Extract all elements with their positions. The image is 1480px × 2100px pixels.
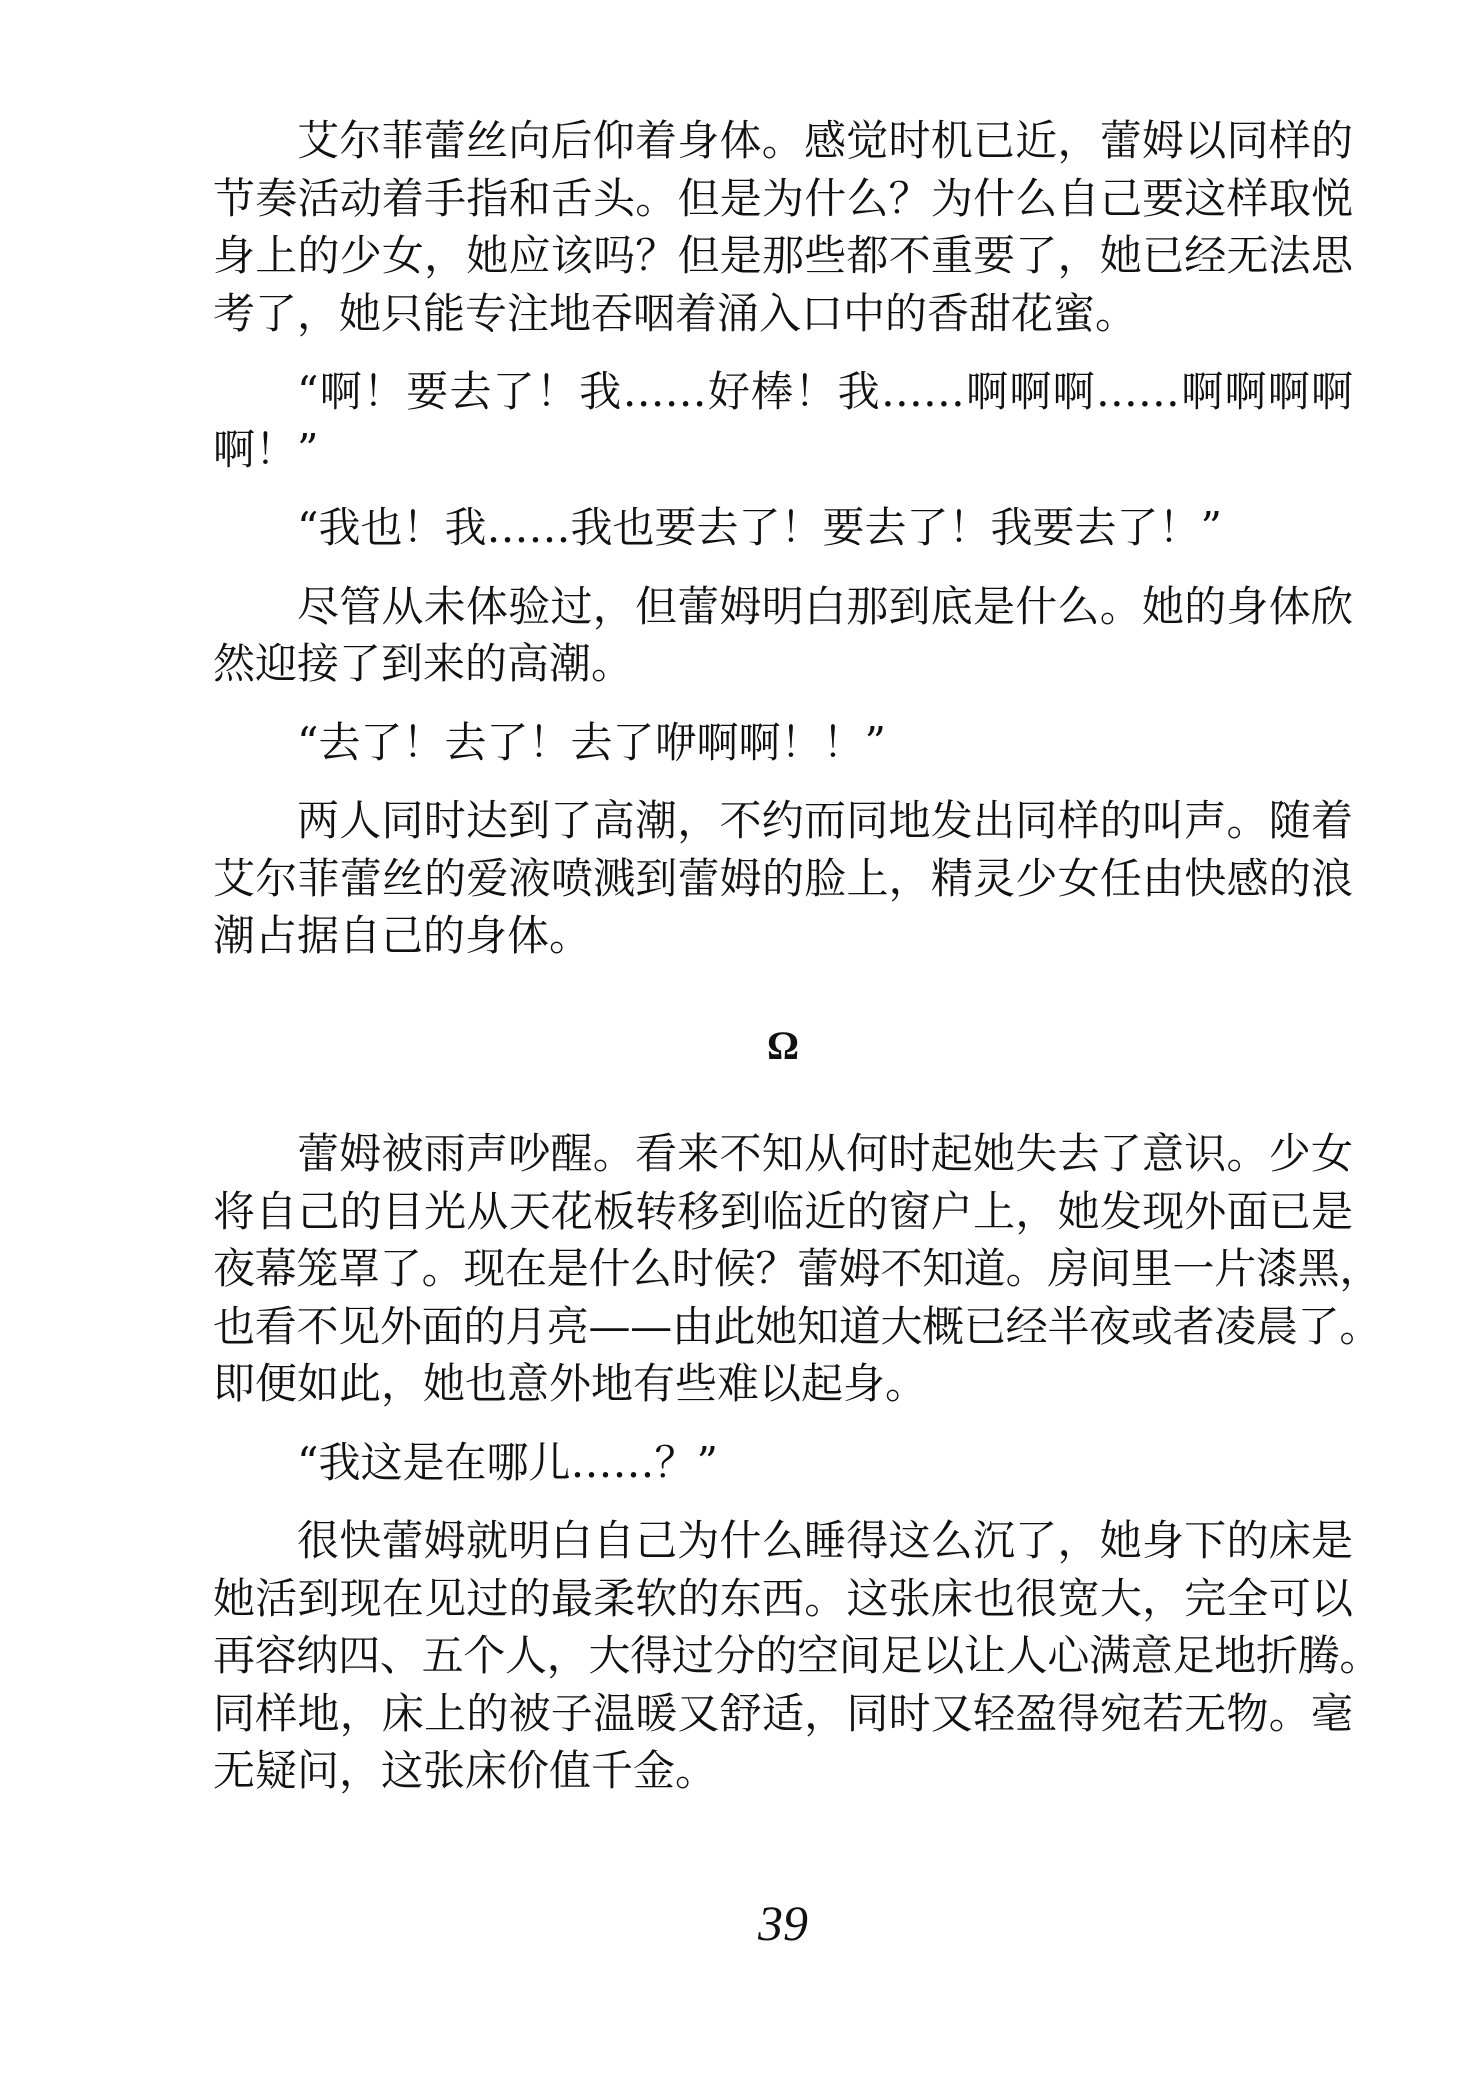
text-line: 潮占据自己的身体。: [213, 911, 592, 960]
text-line: “去了！去了！去了咿啊啊！！”: [297, 717, 886, 767]
text-line: 艾尔菲蕾丝的爱液喷溅到蕾姆的脸上，精灵少女任由快感的浪: [213, 853, 1353, 903]
dialogue-paragraph: [213, 499, 1353, 557]
paragraph: [213, 1125, 1381, 1413]
text-line: “我也！我……我也要去了！要去了！我要去了！”: [297, 503, 1222, 552]
paragraph: [213, 1512, 1381, 1800]
text-line: 尽管从未体验过，但蕾姆明白那到底是什么。她的身体欣: [297, 581, 1353, 631]
text-line: 夜幕笼罩了。现在是什么时候？蕾姆不知道。房间里一片漆黑，: [213, 1244, 1381, 1293]
paragraph: [213, 792, 1353, 965]
text-line: 然迎接了到来的高潮。: [213, 639, 634, 688]
text-line: “啊！要去了！我……好棒！我……啊啊啊……啊啊啊啊: [297, 367, 1353, 416]
section-separator: Ω: [766, 1022, 800, 1068]
text-line: 艾尔菲蕾丝向后仰着身体。感觉时机已近，蕾姆以同样的: [297, 116, 1353, 165]
text-line: 即便如此，她也意外地有些难以起身。: [213, 1359, 928, 1408]
text-line: 节奏活动着手指和舌头。但是为什么？为什么自己要这样取悦: [213, 173, 1353, 223]
text-line: 她活到现在见过的最柔软的东西。这张床也很宽大，完全可以: [213, 1573, 1353, 1623]
text-line: 同样地，床上的被子温暖又舒适，同时又轻盈得宛若无物。毫: [213, 1688, 1353, 1738]
text-line: 蕾姆被雨声吵醒。看来不知从何时起她失去了意识。少女: [297, 1129, 1353, 1178]
text-line: 很快蕾姆就明白自己为什么睡得这么沉了，她身下的床是: [297, 1516, 1353, 1565]
paragraph: [213, 578, 1353, 693]
body-text: [213, 112, 1381, 1800]
page-number: 39: [758, 1895, 808, 1951]
text-line: 将自己的目光从天花板转移到临近的窗户上，她发现外面已是: [213, 1186, 1353, 1236]
dialogue-paragraph: [213, 1434, 1353, 1492]
dialogue-paragraph: [213, 714, 1353, 772]
text-line: 两人同时达到了高潮，不约而同地发出同样的叫声。随着: [297, 796, 1353, 845]
paragraph: [213, 112, 1353, 342]
text-line: “我这是在哪儿……？”: [297, 1437, 718, 1487]
text-line: 再容纳四、五个人，大得过分的空间足以让人心满意足地折腾。: [213, 1631, 1381, 1680]
text-line: 无疑问，这张床价值千金。: [213, 1746, 718, 1795]
dialogue-paragraph: [213, 363, 1353, 478]
text-line: 身上的少女，她应该吗？但是那些都不重要了，她已经无法思: [213, 231, 1353, 280]
text-line: 啊！”: [213, 424, 319, 474]
text-line: 也看不见外面的月亮——由此她知道大概已经半夜或者凌晨了。: [213, 1301, 1381, 1351]
text-line: 考了，她只能专注地吞咽着涌入口中的香甜花蜜。: [213, 288, 1138, 338]
